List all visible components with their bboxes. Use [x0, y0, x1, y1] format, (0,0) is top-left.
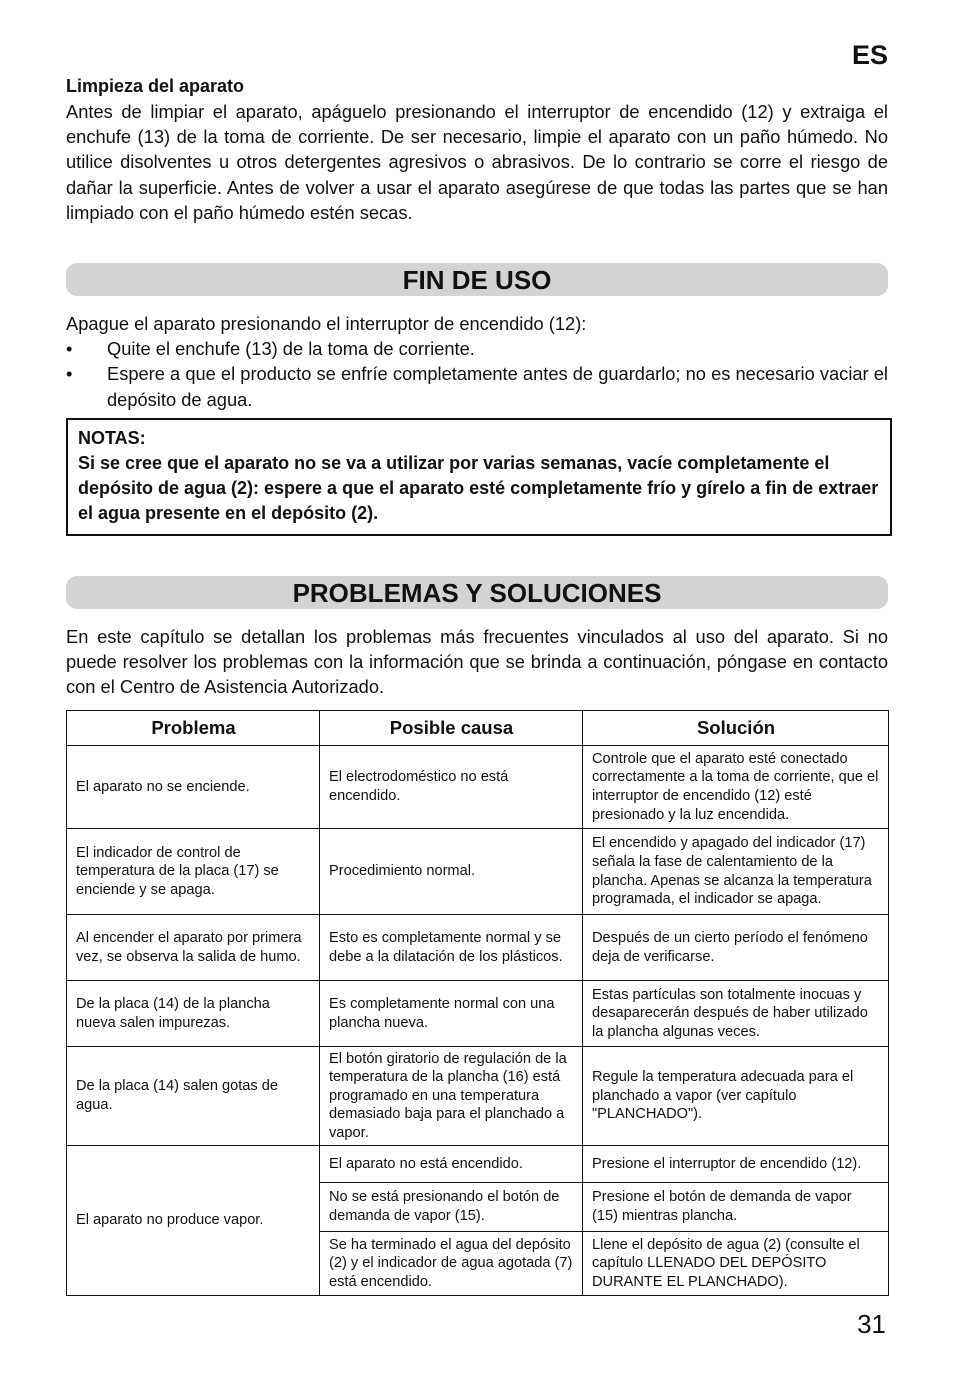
cause-cell: Es completamente normal con una plancha nueva.: [320, 981, 583, 1047]
solution-cell: Estas partículas son totalmente inocuas y desaparecerán después de haber utilizado la plancha algunas veces.: [583, 981, 889, 1047]
notes-text: Si se cree que el aparato no se va a utilizar por varias semanas, vacíe completamente el depósito de agua (2): espere a que el aparato esté completamente frío y gírelo a fin de extraer el agua presente en el depósito (2).: [78, 453, 879, 523]
solution-cell: Después de un cierto período el fenómeno deja de verificarse.: [583, 915, 889, 981]
cleaning-section: [66, 74, 888, 225]
cause-cell: El botón giratorio de regulación de la temperatura de la plancha (16) está programado en una temperatura demasiado baja para el planchado a vapor.: [320, 1047, 583, 1146]
column-header: Posible causa: [320, 711, 583, 746]
bullet-glyph: •: [66, 363, 73, 385]
solution-cell: Presione el botón de demanda de vapor (15) mientras plancha.: [583, 1183, 889, 1232]
table-row: [67, 746, 889, 829]
cleaning-text: Antes de limpiar el aparato, apáguelo presionando el interruptor de encendido (12) y extraiga el enchufe (13) de la toma de corriente. De ser necesario, limpie el aparato con un paño húmedo. No utilice disolventes u otros detergentes agresivos o abrasivos. De lo contrario se corre el riesgo de dañar la superficie. Antes de volver a usar el aparato asegúrese de que todas las partes que se han limpiado con el paño húmedo estén secas.: [66, 101, 888, 223]
list-item: [66, 361, 888, 411]
column-header: Problema: [67, 711, 320, 746]
problem-cell: De la placa (14) salen gotas de agua.: [67, 1047, 320, 1146]
end-of-use-section: [66, 311, 888, 412]
troubleshooting-intro: En este capítulo se detallan los problemas más frecuentes vinculados al uso del aparato. Si no puede resolver los problemas con la información que se brinda a continuación, póngase en contacto con el Centro de Asistencia Autorizado.: [66, 626, 888, 698]
column-header: Solución: [583, 711, 889, 746]
end-of-use-intro: Apague el aparato presionando el interruptor de encendido (12):: [66, 313, 587, 334]
table-header-row: [67, 711, 889, 746]
problem-cell: De la placa (14) de la plancha nueva salen impurezas.: [67, 981, 320, 1047]
notes-label: NOTAS:: [78, 428, 146, 448]
cause-cell: No se está presionando el botón de demanda de vapor (15).: [320, 1183, 583, 1232]
page-number: 31: [857, 1309, 886, 1339]
cleaning-title: Limpieza del aparato: [66, 76, 245, 96]
language-code: ES: [851, 40, 888, 70]
cause-cell: El aparato no está encendido.: [320, 1146, 583, 1183]
list-item-text: Quite el enchufe (13) de la toma de corriente.: [107, 338, 475, 360]
table-row: [67, 829, 889, 915]
troubleshooting-intro-block: [66, 624, 888, 700]
list-item-text: Espere a que el producto se enfríe completamente antes de guardarlo; no es necesario vaciar el depósito de agua.: [107, 363, 888, 410]
table-row: [67, 1146, 889, 1183]
cause-cell: Esto es completamente normal y se debe a la dilatación de los plásticos.: [320, 915, 583, 981]
problem-cell: El aparato no produce vapor.: [67, 1146, 320, 1296]
troubleshooting-table: [66, 710, 889, 1296]
solution-cell: Presione el interruptor de encendido (12).: [583, 1146, 889, 1183]
list-item: [66, 336, 888, 361]
table-row: [67, 1047, 889, 1146]
cause-cell: El electrodoméstico no está encendido.: [320, 746, 583, 829]
problem-cell: El aparato no se enciende.: [67, 746, 320, 829]
table-row: [67, 981, 889, 1047]
solution-cell: Regule la temperatura adecuada para el planchado a vapor (ver capítulo "PLANCHADO").: [583, 1047, 889, 1146]
bullet-glyph: •: [66, 338, 73, 360]
problem-cell: Al encender el aparato por primera vez, se observa la salida de humo.: [67, 915, 320, 981]
solution-cell: Controle que el aparato esté conectado correctamente a la toma de corriente, que el interruptor de encendido (12) esté presionado y la luz encendida.: [583, 746, 889, 829]
cause-cell: Se ha terminado el agua del depósito (2) y el indicador de agua agotada (7) está encendido.: [320, 1232, 583, 1296]
table-row: [67, 915, 889, 981]
end-of-use-heading: FIN DE USO: [66, 263, 888, 296]
solution-cell: El encendido y apagado del indicador (17) señala la fase de calentamiento de la plancha. Apenas se alcanza la temperatura programada, el indicador se apaga.: [583, 829, 889, 915]
cause-cell: Procedimiento normal.: [320, 829, 583, 915]
notes-box: [66, 418, 892, 536]
end-of-use-list: [66, 336, 888, 412]
problem-cell: El indicador de control de temperatura de la placa (17) se enciende y se apaga.: [67, 829, 320, 915]
troubleshooting-heading: PROBLEMAS Y SOLUCIONES: [66, 576, 888, 609]
solution-cell: Llene el depósito de agua (2) (consulte el capítulo LLENADO DEL DEPÓSITO DURANTE EL PLANCHADO).: [583, 1232, 889, 1296]
